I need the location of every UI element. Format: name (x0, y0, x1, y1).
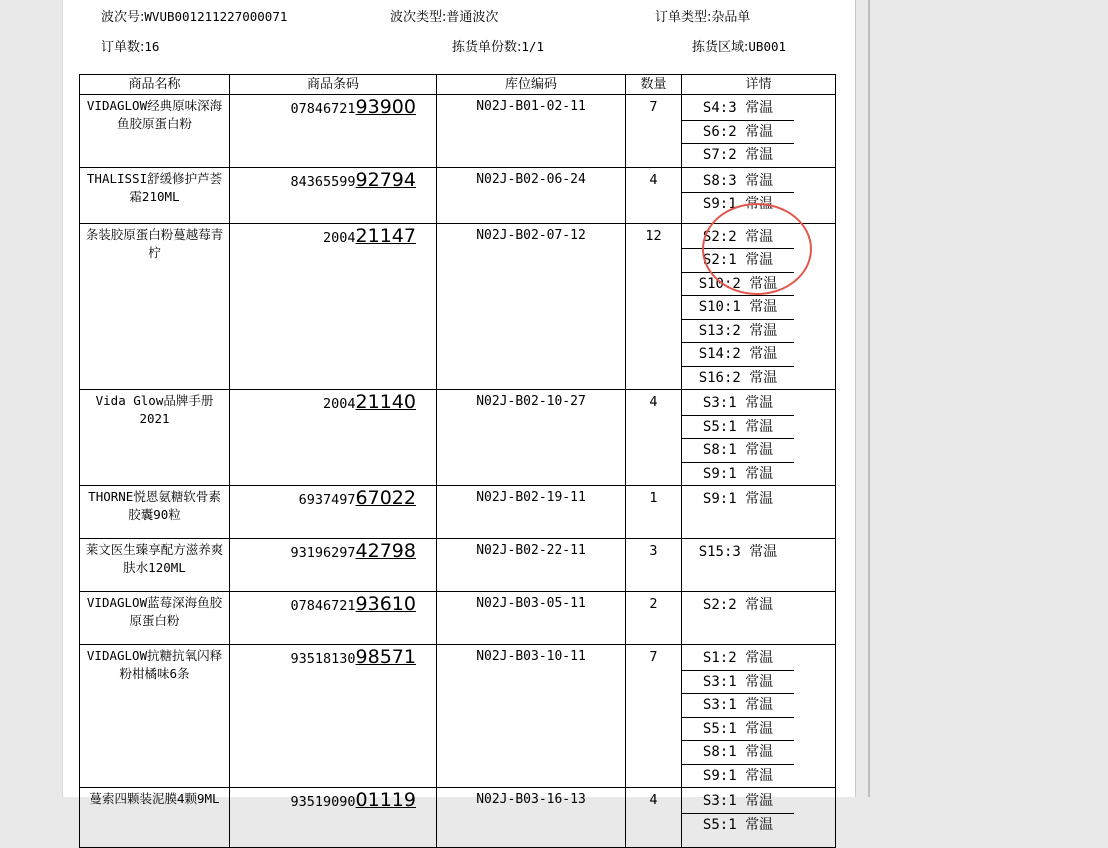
pick-copies-field (452, 36, 544, 55)
barcode-cell (230, 539, 437, 592)
quantity-cell: 4 (626, 788, 682, 848)
product-name-cell: 条装胶原蛋白粉蔓越莓青柠 (80, 223, 230, 390)
detail-cell (682, 592, 836, 645)
detail-line: S5:1 常温 (682, 416, 794, 440)
detail-cell (682, 95, 836, 168)
table-row (80, 95, 836, 168)
barcode-cell (230, 95, 437, 168)
detail-cell (682, 539, 836, 592)
quantity-cell: 1 (626, 486, 682, 539)
pick-area-field (692, 36, 786, 55)
detail-line: S9:1 常温 (702, 465, 774, 482)
barcode-cell (230, 223, 437, 390)
location-cell: N02J-B03-05-11 (437, 592, 626, 645)
wave-no-field (101, 6, 287, 25)
location-cell: N02J-B01-02-11 (437, 95, 626, 168)
barcode-cell (230, 390, 437, 486)
barcode-suffix: 21147 (355, 224, 416, 247)
barcode-prefix: 93196297 (290, 545, 356, 561)
product-name-cell: 莱文医生臻享配方滋养爽肤水120ML (80, 539, 230, 592)
quantity-cell: 12 (626, 223, 682, 390)
detail-line: S8:1 常温 (682, 439, 794, 463)
detail-line: S10:2 常温 (682, 273, 794, 297)
location-cell: N02J-B03-16-13 (437, 788, 626, 848)
barcode-cell (230, 167, 437, 223)
detail-line: S10:1 常温 (682, 296, 794, 320)
detail-line: S1:2 常温 (682, 647, 794, 671)
quantity-cell: 2 (626, 592, 682, 645)
detail-line: S9:1 常温 (702, 491, 774, 507)
pick-area-label: 拣货区域: (692, 40, 749, 55)
detail-line: S3:1 常温 (682, 790, 794, 814)
wave-no-label: 波次号: (101, 10, 145, 25)
wave-no-value: WVUB001211227000071 (144, 9, 288, 24)
pick-area-value: UB001 (748, 39, 787, 54)
detail-line: S3:1 常温 (682, 392, 794, 416)
location-cell: N02J-B02-06-24 (437, 167, 626, 223)
detail-line: S3:1 常温 (682, 671, 794, 695)
detail-line: S7:2 常温 (702, 147, 774, 163)
product-name-cell: THALISSI舒缓修护芦荟霜210ML (80, 167, 230, 223)
detail-cell (682, 486, 836, 539)
barcode-suffix: 67022 (355, 487, 416, 509)
barcode-suffix: 21140 (355, 391, 416, 413)
product-name-cell: Vida Glow品牌手册2021 (80, 390, 230, 486)
barcode-cell (230, 645, 437, 788)
barcode-prefix: 6937497 (298, 492, 356, 508)
product-name-cell: THORNE悦恩氨糖软骨素胶囊90粒 (80, 486, 230, 539)
detail-cell (682, 390, 836, 486)
detail-line: S2:2 常温 (702, 597, 774, 613)
barcode-suffix: 93900 (355, 96, 416, 118)
detail-line: S2:1 常温 (682, 249, 794, 273)
location-cell: N02J-B02-22-11 (437, 539, 626, 592)
detail-line: S16:2 常温 (698, 369, 778, 386)
detail-line: S4:3 常温 (682, 97, 794, 121)
order-type-label: 订单类型: (655, 10, 712, 25)
barcode-prefix: 07846721 (290, 598, 356, 614)
product-name-cell: VIDAGLOW经典原味深海鱼胶原蛋白粉 (80, 95, 230, 168)
order-type-field (655, 6, 750, 25)
detail-line: S9:1 常温 (702, 196, 774, 212)
pick-list-table (79, 74, 836, 848)
detail-line: S15:3 常温 (698, 544, 778, 560)
detail-line: S8:1 常温 (682, 741, 794, 765)
detail-line: S5:1 常温 (682, 718, 794, 742)
order-count-field (101, 36, 159, 55)
quantity-cell: 7 (626, 645, 682, 788)
barcode-prefix: 84365599 (290, 173, 356, 190)
table-row (80, 390, 836, 486)
table-header-row (80, 75, 836, 95)
col-header-detail: 详情 (682, 75, 836, 95)
col-header-barcode: 商品条码 (230, 75, 437, 95)
wave-type-value: 普通波次 (446, 10, 499, 25)
barcode-prefix: 2004 (323, 396, 356, 412)
location-cell: N02J-B02-07-12 (437, 223, 626, 390)
detail-line: S8:3 常温 (682, 170, 794, 194)
barcode-suffix: 42798 (355, 540, 416, 562)
barcode-suffix: 92794 (355, 168, 416, 191)
detail-line: S14:2 常温 (682, 343, 794, 367)
order-count-label: 订单数: (101, 40, 145, 55)
table-row (80, 486, 836, 539)
table-row (80, 592, 836, 645)
col-header-qty: 数量 (626, 75, 682, 95)
detail-cell (682, 645, 836, 788)
col-header-name: 商品名称 (80, 75, 230, 95)
location-cell: N02J-B02-10-27 (437, 390, 626, 486)
wave-type-label: 波次类型: (390, 10, 447, 25)
detail-line: S6:2 常温 (682, 121, 794, 145)
barcode-prefix: 93518130 (290, 651, 356, 667)
col-header-location: 库位编码 (437, 75, 626, 95)
order-count-value: 16 (144, 39, 160, 54)
quantity-cell: 3 (626, 539, 682, 592)
wave-type-field (390, 6, 498, 25)
product-name-cell: 蔓索四颗装泥膜4颗9ML (80, 788, 230, 848)
barcode-suffix: 93610 (355, 593, 416, 615)
detail-line: S13:2 常温 (682, 320, 794, 344)
quantity-cell: 7 (626, 95, 682, 168)
table-row (80, 645, 836, 788)
detail-line: S3:1 常温 (682, 694, 794, 718)
barcode-cell (230, 592, 437, 645)
table-row (80, 539, 836, 592)
page-divider (868, 0, 870, 797)
detail-line: S5:1 常温 (702, 816, 774, 833)
barcode-suffix: 01119 (355, 789, 416, 811)
product-name-cell: VIDAGLOW抗糖抗氧闪释粉柑橘味6条 (80, 645, 230, 788)
pick-copies-value: 1/1 (521, 39, 544, 54)
barcode-prefix: 07846721 (290, 101, 356, 117)
detail-line: S9:1 常温 (702, 767, 774, 784)
order-type-value: 杂品单 (711, 10, 751, 25)
barcode-cell (230, 486, 437, 539)
product-name-cell: VIDAGLOW蓝莓深海鱼胶原蛋白粉 (80, 592, 230, 645)
pick-copies-label: 拣货单份数: (452, 40, 522, 55)
barcode-suffix: 98571 (355, 646, 416, 668)
barcode-prefix: 2004 (323, 229, 356, 246)
quantity-cell: 4 (626, 167, 682, 223)
quantity-cell: 4 (626, 390, 682, 486)
red-highlight-circle (702, 203, 812, 295)
detail-line: S2:2 常温 (682, 226, 794, 250)
location-cell: N02J-B02-19-11 (437, 486, 626, 539)
location-cell: N02J-B03-10-11 (437, 645, 626, 788)
barcode-prefix: 93519090 (290, 794, 356, 810)
